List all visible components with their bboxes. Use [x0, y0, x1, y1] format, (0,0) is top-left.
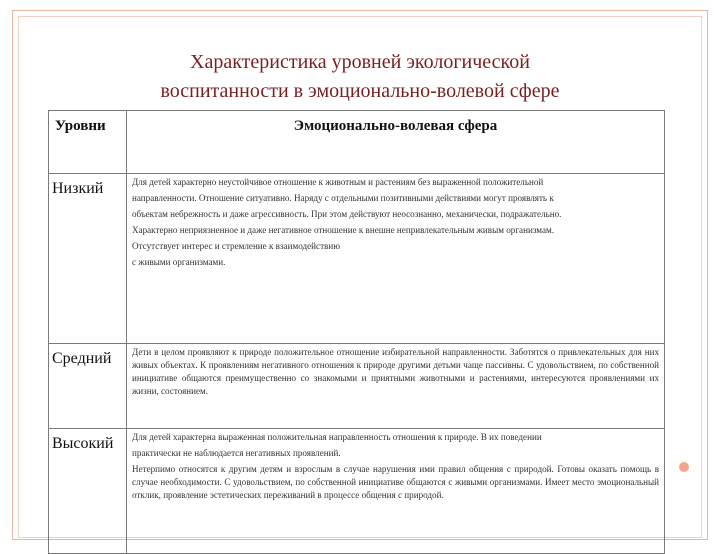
desc-high-line-2: практически не наблюдается негативных проявлений. [132, 448, 341, 458]
table-header-row [49, 111, 665, 174]
desc-high-line-3: Нетерпимо относятся к другим детям и взрослым в случае нарушения ими правил общения с природой. Готовы оказать помощь в случае необходимости. С удовольствием, по собственной инициативе общаются с живыми организмами. Имеет место эмоциональный отклик, проявление эстетических переживаний в процессе общения с природой. [132, 464, 659, 500]
level-medium: Средний [49, 344, 127, 429]
desc-medium [127, 344, 665, 429]
levels-table [48, 110, 665, 554]
desc-medium-text: Дети в целом проявляют к природе положительное отношение избирательной направленности. Заботятся о привлекательных для них живых объектах. К проявлениям негативного отношения к природе другими детьми чаще пассивны. С удовольствием, по собственной инициативе общаются преимущественно со знакомыми и приятными животными и растениями, интересуются проявлениями их жизни, состоянием. [132, 347, 659, 396]
table-row-medium [49, 344, 665, 429]
level-low: Низкий [49, 174, 127, 344]
desc-low-line-4: Характерно неприязненное и даже негативное отношение к внешне непривлекательным живым организмам. [132, 225, 555, 235]
title-line-2: воспитанности в эмоционально-волевой сфере [160, 80, 560, 102]
desc-high [127, 429, 665, 554]
table-row-low [49, 174, 665, 344]
desc-low-line-6: с живыми организмами. [132, 257, 226, 267]
desc-low-line-2: направленности. Отношение ситуативно. Наряду с отдельными позитивными действиями могут проявлять к [132, 193, 554, 203]
table-row-high [49, 429, 665, 554]
level-high: Высокий [49, 429, 127, 554]
header-sphere: Эмоционально-волевая сфера [127, 111, 665, 174]
desc-low-line-5: Отсутствует интерес и стремление к взаимодействию [132, 241, 340, 251]
desc-low-line-3: объектам небрежность и даже агрессивность. При этом действуют неосознанно, механически, подражательно. [132, 209, 562, 219]
page-title [60, 48, 660, 106]
title-line-1: Характеристика уровней экологической [190, 51, 530, 73]
desc-low [127, 174, 665, 344]
desc-high-line-1: Для детей характерна выраженная положительная направленность отношения к природе. В их поведении [132, 432, 542, 442]
desc-low-line-1: Для детей характерно неустойчивое отношение к животным и растениям без выраженной положительной [132, 177, 544, 187]
header-levels: Уровни [49, 111, 127, 174]
decorative-dot [679, 462, 689, 472]
